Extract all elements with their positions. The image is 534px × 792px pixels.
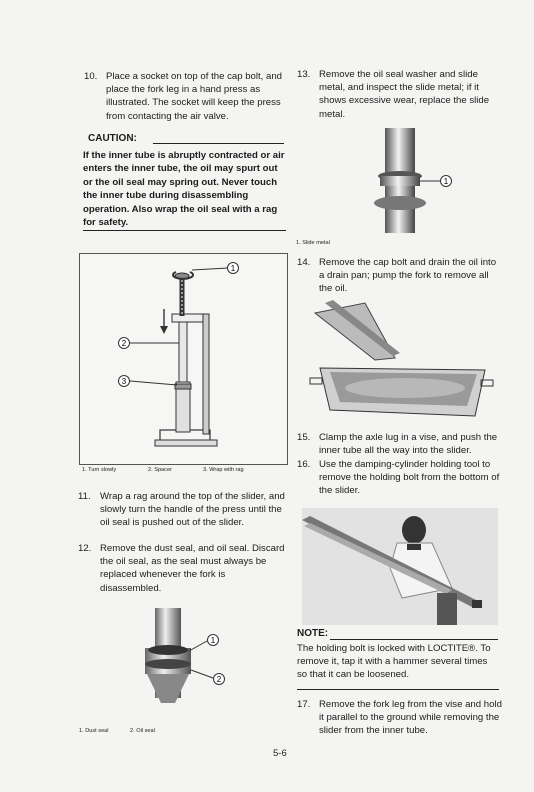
- step-text: Wrap a rag around the top of the slider, and slowly turn the handle of the press until the oil seal is pushed out of the slider.: [100, 491, 285, 529]
- callout-1: 1: [230, 264, 236, 273]
- caution-rule: [153, 143, 284, 144]
- hand-press-figure: [79, 253, 288, 465]
- caution-title: CAUTION:: [88, 133, 137, 144]
- slide-caption-1: 1. Slide metal: [296, 240, 330, 246]
- step-number: 17.: [297, 699, 311, 710]
- callout-1: 1: [210, 636, 216, 645]
- holding-bolt-photo: [302, 508, 498, 625]
- step-number: 11.: [78, 491, 91, 502]
- press-caption-1: 1. Turn slowly: [82, 467, 117, 473]
- page-number: 5-6: [273, 748, 287, 759]
- step-number: 14.: [297, 257, 311, 268]
- press-caption-3: 3. Wrap with rag: [203, 467, 244, 473]
- step-number: 15.: [297, 432, 311, 443]
- step-text: Place a socket on top of the cap bolt, and place the fork leg in a hand press as illustrated. The socket will keep the press from contacting the air valve.: [106, 71, 283, 122]
- holding-bolt-figure: [302, 508, 498, 625]
- step-number: 13.: [297, 69, 311, 80]
- step-text: Remove the cap bolt and drain the oil into a drain pan; pump the fork to remove all the oil.: [319, 257, 497, 295]
- seals-photo: [135, 608, 235, 708]
- slide-metal-figure: [340, 128, 470, 238]
- press-caption-2: 2. Spacer: [148, 467, 172, 473]
- note-rule: [330, 639, 498, 640]
- step-10: [84, 70, 294, 123]
- step-text: Clamp the axle lug in a vise, and push the inner tube all the way into the slider.: [319, 432, 498, 457]
- step-16: [297, 458, 502, 498]
- hand-press-illustration: [80, 254, 287, 464]
- note-text: The holding bolt is locked with LOCTITE®. To remove it, tap it with a hammer several times so that it can be loosened.: [297, 643, 491, 681]
- callout-3: 3: [121, 377, 127, 386]
- step-text: Use the damping-cylinder holding tool to remove the holding bolt from the bottom of the slider.: [319, 459, 500, 497]
- drain-pan-photo: [305, 298, 495, 423]
- drain-pan-figure: [305, 298, 495, 423]
- caution-text: If the inner tube is abruptly contracted or air enters the inner tube, the oil may spurt out or the oil seal may spring out. Never touch the inner tube during disassembling operation. Also wrap the oil seal with a rag for safety.: [83, 150, 285, 229]
- seals-caption-1: 1. Dust seal: [79, 728, 109, 734]
- step-number: 16.: [297, 459, 311, 470]
- callout-2: 2: [216, 675, 222, 684]
- callout-1: 1: [443, 177, 449, 186]
- caution-end-rule: [83, 230, 286, 231]
- slide-metal-photo: [340, 128, 470, 238]
- step-17: [297, 698, 502, 738]
- step-14: [297, 256, 502, 296]
- seals-caption-2: 2. Oil seal: [130, 728, 155, 734]
- step-15: [297, 431, 502, 457]
- step-12: [78, 542, 286, 595]
- step-text: Remove the fork leg from the vise and hold it parallel to the ground while removing the slider from the inner tube.: [319, 699, 502, 737]
- step-text: Remove the dust seal, and oil seal. Discard the oil seal, as the seal must always be replaced whenever the fork is disassembled.: [100, 543, 285, 594]
- step-text: Remove the oil seal washer and slide metal, and inspect the slide metal; if it shows excessive wear, replace the slide metal.: [319, 69, 490, 120]
- step-11: [78, 490, 286, 530]
- seals-figure: [135, 608, 235, 708]
- callout-2: 2: [121, 339, 127, 348]
- step-number: 10.: [84, 71, 98, 82]
- step-number: 12.: [78, 543, 92, 554]
- note-end-rule: [297, 689, 499, 690]
- note-title: NOTE:: [297, 628, 329, 639]
- step-13: [297, 68, 502, 121]
